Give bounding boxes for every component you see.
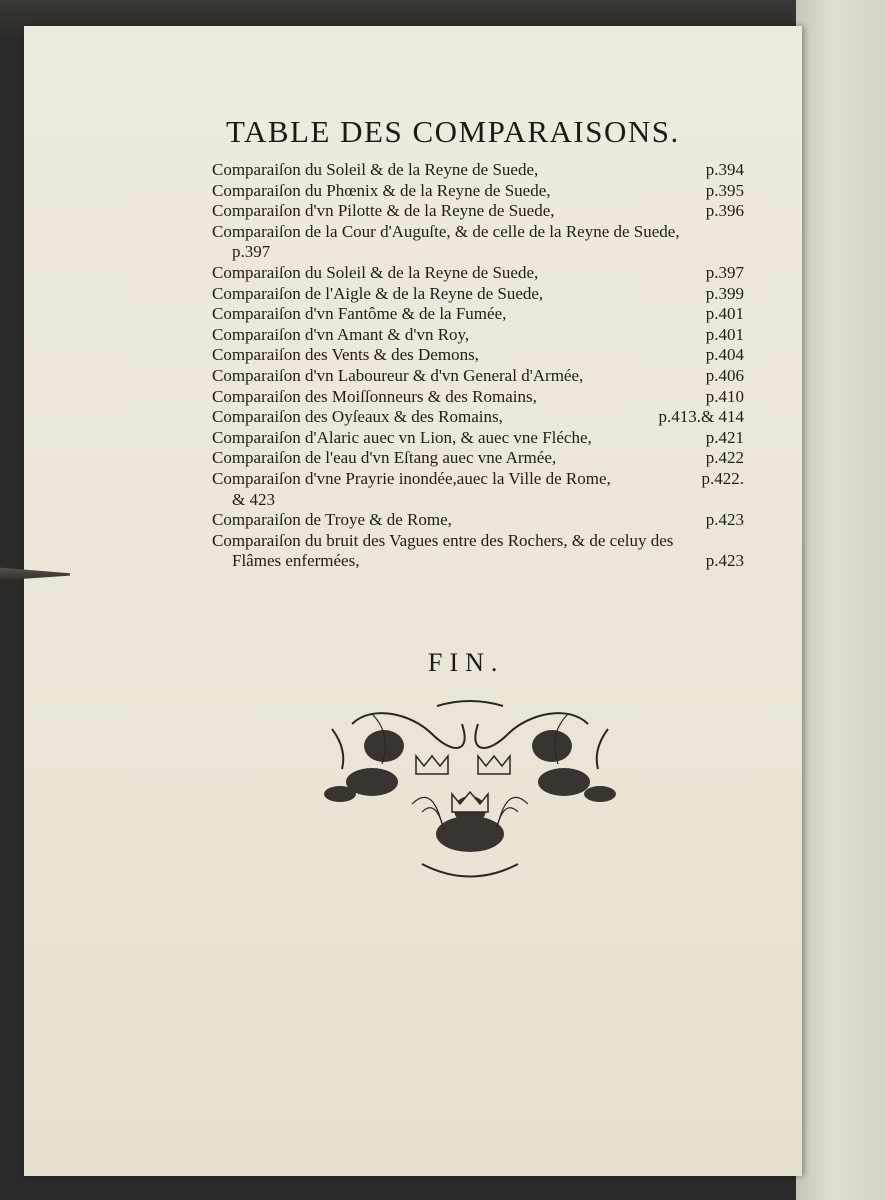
toc-entry-page: p.423 — [705, 510, 744, 530]
toc-entry — [212, 490, 744, 511]
toc-entry-text: Comparaiſon du Soleil & de la Reyne de Suede, — [212, 160, 539, 179]
toc-entry — [212, 181, 744, 202]
toc-entry-text: & 423 — [232, 489, 275, 509]
toc-entry-text: Comparaiſon du Soleil & de la Reyne de Suede, — [212, 262, 539, 282]
toc-entry — [212, 263, 744, 284]
toc-entry-text: p.397 — [232, 242, 271, 262]
toc-entry-page: p.413.& 414 — [658, 407, 744, 427]
toc-entry — [212, 284, 744, 305]
toc-entry-text: Comparaiſon d'vn Fantôme & de la Fumée, — [212, 304, 507, 324]
toc-entry-page: p.404 — [705, 345, 744, 365]
toc-entry-page: p.422 — [705, 448, 744, 468]
toc-entry-page: p.423 — [705, 551, 744, 571]
toc-entry-text: Flâmes enfermées, — [232, 551, 360, 571]
toc-entry — [212, 201, 744, 222]
toc-entry-page: p.396 — [705, 201, 744, 221]
toc-entry — [212, 222, 744, 243]
toc-entry-text: Comparaiſon de l'eau d'vn Eſtang auec vne Armée, — [212, 448, 557, 468]
toc-entry-page: p.406 — [705, 365, 744, 385]
toc-entry — [212, 160, 744, 181]
page-title: TABLE DES COMPARAISONS. — [226, 114, 680, 149]
toc-entry — [212, 551, 744, 572]
toc-entry — [212, 366, 744, 387]
toc-entry — [212, 448, 744, 469]
toc-entry-page: p.401 — [705, 304, 744, 324]
fin-heading: FIN. — [428, 648, 505, 677]
toc-entry-page: p.399 — [705, 283, 744, 303]
toc-entry-text: Comparaiſon de la Cour d'Auguſte, & de celle de la Reyne de Suede, — [212, 221, 680, 241]
toc-entry-text: Comparaiſon d'vne Prayrie inondée,auec la Ville de Rome, — [212, 468, 611, 488]
toc-entry-page: p.397 — [705, 262, 744, 282]
toc-entry-text: Comparaiſon des Oyſeaux & des Romains, — [212, 407, 503, 427]
book-page — [24, 26, 802, 1176]
toc-entry — [212, 345, 744, 366]
toc-entry-text: Comparaiſon de l'Aigle & de la Reyne de Suede, — [212, 283, 544, 303]
toc-entry-text: Comparaiſon du bruit des Vagues entre des Rochers, & de celuy des — [212, 530, 674, 550]
toc-entry — [212, 469, 744, 490]
toc-entry — [212, 428, 744, 449]
toc-entry — [212, 325, 744, 346]
toc-entry-page: p.410 — [705, 386, 744, 406]
toc-entry-text: Comparaiſon de Troye & de Rome, — [212, 510, 452, 530]
toc-entry-page: p.401 — [705, 324, 744, 344]
toc-entry — [212, 407, 744, 428]
comparison-list — [212, 160, 744, 572]
toc-entry-text: Comparaiſon d'Alaric auec vn Lion, & auec vne Fléche, — [212, 427, 592, 447]
toc-entry — [212, 531, 744, 552]
cherub-ornament — [312, 694, 628, 894]
toc-entry-text: Comparaiſon d'vn Laboureur & d'vn General d'Armée, — [212, 365, 584, 385]
toc-entry-text: Comparaiſon d'vn Amant & d'vn Roy, — [212, 324, 470, 344]
toc-entry-text: Comparaiſon des Vents & des Demons, — [212, 345, 479, 365]
toc-entry — [212, 304, 744, 325]
toc-entry-text: Comparaiſon des Moiſſonneurs & des Romains, — [212, 386, 537, 406]
toc-entry — [212, 242, 744, 263]
toc-entry-page: p.421 — [705, 427, 744, 447]
toc-entry-text: Comparaiſon d'vn Pilotte & de la Reyne de Suede, — [212, 201, 555, 221]
toc-entry-page: p.394 — [705, 160, 744, 179]
toc-entry-page: p.395 — [705, 180, 744, 200]
toc-entry-page: p.422. — [701, 468, 744, 488]
facing-page-edge — [796, 0, 886, 1200]
toc-entry-text: Comparaiſon du Phœnix & de la Reyne de Suede, — [212, 180, 551, 200]
toc-entry — [212, 510, 744, 531]
toc-entry — [212, 387, 744, 408]
